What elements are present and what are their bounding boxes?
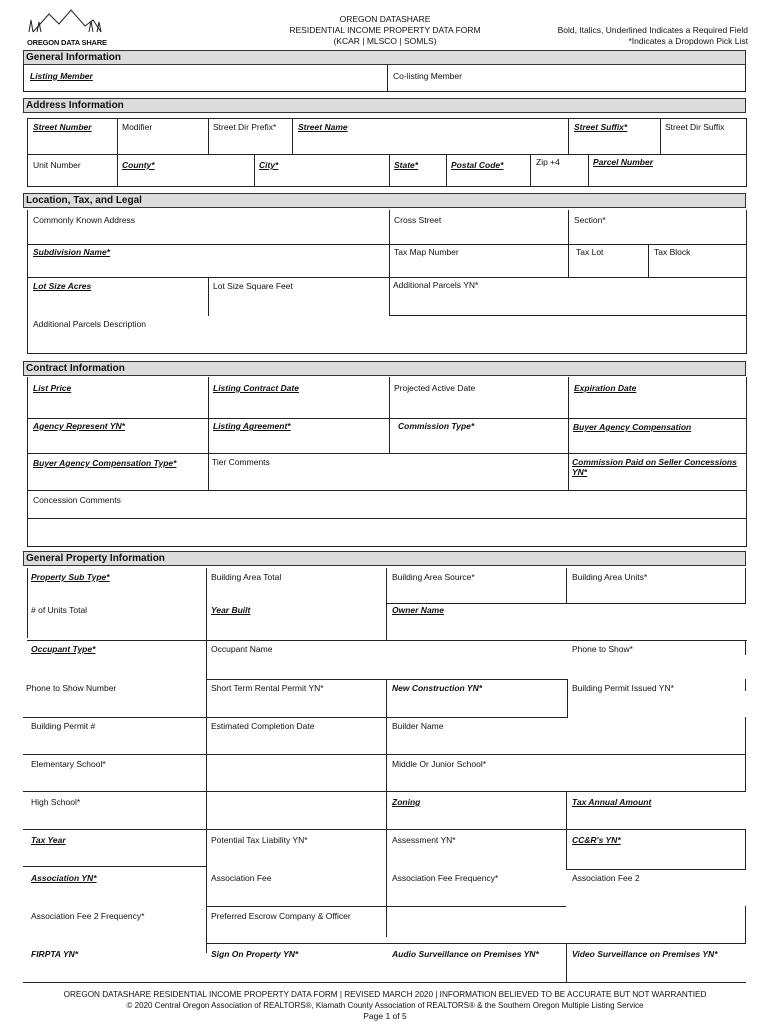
field-postal-code[interactable]: Postal Code* [451, 160, 504, 170]
section-contract-information: Contract Information [23, 361, 746, 376]
field-commonly-known-address[interactable]: Commonly Known Address [33, 215, 136, 225]
field-middle-school[interactable]: Middle Or Junior School* [392, 759, 487, 769]
field-num-units-total[interactable]: # of Units Total [31, 605, 88, 615]
field-tax-block[interactable]: Tax Block [654, 247, 691, 257]
field-elementary-school[interactable]: Elementary School* [31, 759, 106, 769]
logo [27, 6, 105, 46]
footer-line-1: OREGON DATASHARE RESIDENTIAL INCOME PROPERTY DATA FORM | REVISED MARCH 2020 | INFORMATION BELIEVED TO BE ACCURATE BUT NOT WARRANTIED [63, 990, 707, 999]
field-lot-size-acres[interactable]: Lot Size Acres [33, 281, 92, 291]
field-building-permit-issued[interactable]: Building Permit Issued YN* [572, 683, 674, 693]
title-line-3: (KCAR | MLSCO | SOMLS) [333, 36, 437, 46]
field-listing-contract-date[interactable]: Listing Contract Date [213, 383, 299, 393]
field-phone-to-show[interactable]: Phone to Show* [572, 644, 633, 654]
legend-line-1: Bold, Italics, Underlined Indicates a Required Field [557, 25, 748, 35]
field-short-term-rental-permit[interactable]: Short Term Rental Permit YN* [211, 683, 324, 693]
logo-text: OREGON DATA SHARE [27, 38, 107, 47]
field-expiration-date[interactable]: Expiration Date [574, 383, 637, 393]
field-audio-surveillance[interactable]: Audio Surveillance on Premises YN* [392, 949, 539, 959]
footer-page-number: Page 1 of 5 [363, 1011, 407, 1021]
field-building-area-source[interactable]: Building Area Source* [392, 572, 475, 582]
field-association-fee-frequency[interactable]: Association Fee Frequency* [392, 873, 499, 883]
field-state[interactable]: State* [394, 160, 419, 170]
field-parcel-number[interactable]: Parcel Number [593, 157, 653, 167]
mountain-trees-icon [27, 6, 105, 34]
field-year-built[interactable]: Year Built [211, 605, 251, 615]
field-modifier[interactable]: Modifier [122, 122, 153, 132]
field-building-permit-number[interactable]: Building Permit # [31, 721, 96, 731]
field-owner-name[interactable]: Owner Name [392, 605, 444, 615]
title-line-1: OREGON DATASHARE [339, 14, 431, 24]
title-line-2: RESIDENTIAL INCOME PROPERTY DATA FORM [289, 25, 481, 35]
field-co-listing-member[interactable]: Co-listing Member [393, 71, 462, 81]
field-building-area-total[interactable]: Building Area Total [211, 572, 282, 582]
field-firpta-yn[interactable]: FIRPTA YN* [31, 949, 79, 959]
legend [558, 25, 748, 47]
form-title [250, 14, 520, 47]
field-property-sub-type[interactable]: Property Sub Type* [31, 572, 110, 582]
footer-line-2: © 2020 Central Oregon Association of REALTORS®, Klamath County Association of REALTORS® & the Southern Oregon Multiple Listing Service [126, 1001, 644, 1010]
field-street-dir-prefix[interactable]: Street Dir Prefix* [213, 122, 277, 132]
field-zip4[interactable]: Zip +4 [536, 157, 560, 167]
field-listing-agreement[interactable]: Listing Agreement* [213, 421, 291, 431]
field-buyer-agency-comp-type[interactable]: Buyer Agency Compensation Type* [33, 458, 177, 468]
field-builder-name[interactable]: Builder Name [392, 721, 444, 731]
footer [0, 989, 770, 1022]
field-assessment-yn[interactable]: Assessment YN* [392, 835, 456, 845]
field-new-construction-yn[interactable]: New Construction YN* [392, 683, 483, 693]
field-commission-type[interactable]: Commission Type* [398, 421, 475, 431]
field-preferred-escrow[interactable]: Preferred Escrow Company & Officer [211, 911, 351, 921]
field-association-fee-2-frequency[interactable]: Association Fee 2 Frequency* [31, 911, 145, 921]
field-ccrs-yn[interactable]: CC&R's YN* [572, 835, 621, 845]
field-tier-comments[interactable]: Tier Comments [212, 457, 270, 467]
field-unit-number[interactable]: Unit Number [33, 160, 81, 170]
section-general-property-information: General Property Information [23, 551, 746, 566]
section-general-information: General Information [23, 50, 746, 65]
field-list-price[interactable]: List Price [33, 383, 72, 393]
field-tax-map-number[interactable]: Tax Map Number [394, 247, 459, 257]
legend-line-2: *Indicates a Dropdown Pick List [628, 36, 748, 46]
field-street-dir-suffix[interactable]: Street Dir Suffix [665, 122, 725, 132]
field-video-surveillance[interactable]: Video Surveillance on Premises YN* [572, 949, 718, 959]
field-tax-year[interactable]: Tax Year [31, 835, 66, 845]
field-occupant-type[interactable]: Occupant Type* [31, 644, 96, 654]
field-estimated-completion-date[interactable]: Estimated Completion Date [211, 721, 315, 731]
field-street-name[interactable]: Street Name [298, 122, 348, 132]
field-projected-active-date[interactable]: Projected Active Date [394, 383, 476, 393]
field-association-yn[interactable]: Association YN* [31, 873, 97, 883]
field-high-school[interactable]: High School* [31, 797, 81, 807]
field-phone-to-show-number[interactable]: Phone to Show Number [26, 683, 117, 693]
field-subdivision-name[interactable]: Subdivision Name* [33, 247, 110, 257]
field-zoning[interactable]: Zoning [392, 797, 421, 807]
field-tax-annual-amount[interactable]: Tax Annual Amount [572, 797, 652, 807]
field-buyer-agency-compensation[interactable]: Buyer Agency Compensation [573, 422, 692, 432]
field-occupant-name[interactable]: Occupant Name [211, 644, 273, 654]
section-address-information: Address Information [23, 98, 746, 113]
field-listing-member[interactable]: Listing Member [30, 71, 93, 81]
field-concession-comments[interactable]: Concession Comments [33, 495, 121, 505]
field-association-fee-2[interactable]: Association Fee 2 [572, 873, 640, 883]
field-sign-on-property[interactable]: Sign On Property YN* [211, 949, 299, 959]
field-lot-size-sqft[interactable]: Lot Size Square Feet [213, 281, 293, 291]
field-section[interactable]: Section* [574, 215, 606, 225]
section-location-tax-legal: Location, Tax, and Legal [23, 193, 746, 208]
field-tax-lot[interactable]: Tax Lot [576, 247, 604, 257]
field-agency-represent-yn[interactable]: Agency Represent YN* [33, 421, 125, 431]
field-additional-parcels-description[interactable]: Additional Parcels Description [33, 319, 146, 329]
field-potential-tax-liability[interactable]: Potential Tax Liability YN* [211, 835, 308, 845]
field-county[interactable]: County* [122, 160, 155, 170]
field-street-number[interactable]: Street Number [33, 122, 92, 132]
field-cross-street[interactable]: Cross Street [394, 215, 442, 225]
field-city[interactable]: City* [259, 160, 279, 170]
field-commission-paid-seller-concessions[interactable]: Commission Paid on Seller Concessions YN* [572, 457, 737, 477]
field-additional-parcels-yn[interactable]: Additional Parcels YN* [393, 280, 479, 290]
field-association-fee[interactable]: Association Fee [211, 873, 272, 883]
field-building-area-units[interactable]: Building Area Units* [572, 572, 648, 582]
field-street-suffix[interactable]: Street Suffix* [574, 122, 628, 132]
